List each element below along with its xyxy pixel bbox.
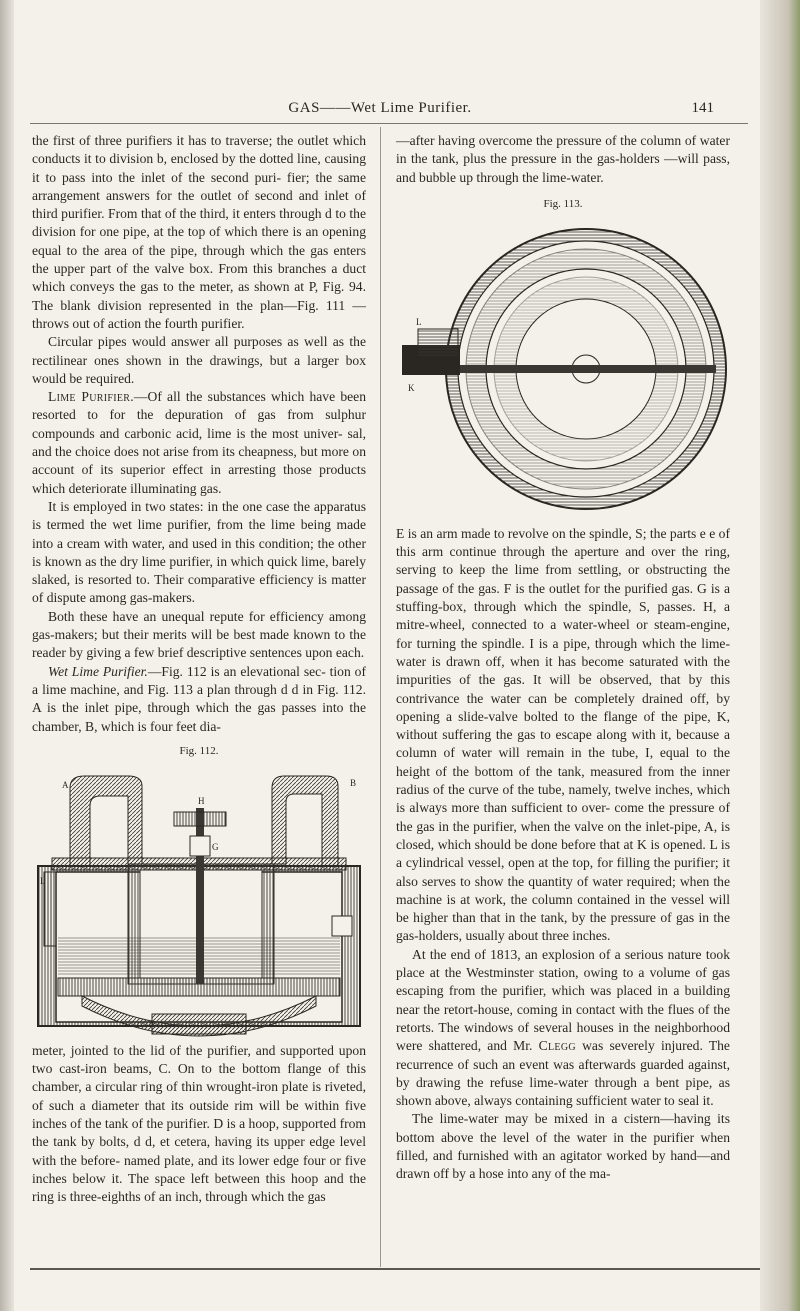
page-gutter-shadow: [0, 0, 14, 1311]
paragraph: E is an arm made to revolve on the spindle, S; the parts e e of this arm continue through the aperture and over the ring, serving to keep the lime from settling, or obstructing the passage of the gas. F is the outlet for the purified gas. G is a stuffing-box, through which the spindle, S, passes. H, a mitre-wheel, connected to a water-wheel or steam-engine, for turning the spindle. I is a pipe, through which the lime-water is drawn off, when it has become saturated with the impurities of the gas. It will be observed, that by this contrivance the water can be completely drained off, by opening a slide-valve bolted to the flange of the pipe, K, without suffering the gas to escape along with it, because a column of water will remain in the tube, I, equal to the height of the bottom of the tank, measured from the inner radius of the curve of the tube, namely, twelve inches, which is always more than sufficient to over- come the pressure of the gas in the purifier, when the valve on the inlet-pipe, A, is closed, which should be done before that at K is opened. L is a cylindrical vessel, open at the top, for filling the purifier; it also serves to show the quantity of water required; when the machine is at work, the column contained in the vessel will be higher than that in the tank, by the pressure of gas in the gas-holders, usually about three inches.: [396, 525, 730, 944]
person-name: Clegg: [538, 1038, 576, 1054]
fig112-label-h: H: [198, 796, 205, 807]
lime-purifier-plan-engraving: [396, 219, 730, 519]
paragraph-text: —Of all the substances which have been resorted to for the depuration of gas from sulphur compounds and carbonic acid, lime is the most univer- sal, and the choice does not arise from its cheapness, but more on account of its superior effect in arresting those products which deteriorate illuminating gas.: [32, 389, 366, 496]
bottom-rule: [30, 1268, 760, 1270]
page-header: [30, 99, 748, 124]
paragraph: It is employed in two states: in the one case the apparatus is termed the wet lime purifier, from the lime being made into a cream with water, and used in this condition; the other is known as the dry lime purifier, in which quick lime, barely slaked, is resorted to. Their comparative efficiency is matter of dispute among gas-makers.: [32, 498, 366, 606]
paragraph: the first of three purifiers it has to traverse; the outlet which conducts it to division b, enclosed by the dotted line, causing it to pass into the inlet of the second puri- fier; the same arrangement answers for the outlet of second and inlet of third purifier. From that of the third, it enters through d to the division for one pipe, at the top of which there is an opening equal to the area of the pipe, through which the gas enters the upper part of the valve box. From this branches a duct which conveys the gas to the meter, as shown at P, Fig. 94. The blank division represented in the plan—Fig. 111 —throws out of action the fourth purifier.: [32, 133, 366, 331]
section-heading: Lime Purifier.: [48, 389, 134, 405]
fig112-label-g: G: [212, 842, 219, 853]
fig113-label-k: K: [408, 383, 415, 394]
figure-caption: Fig. 112.: [179, 744, 219, 757]
paragraph: The lime-water may be mixed in a cistern—having its bottom above the level of the water in the purifier when filled, and furnished with an agitator worked by hand—and drawn off by a hose into any of the ma-: [396, 1111, 730, 1182]
paragraph-text: At the end of 1813, an explosion of a serious nature took place at the Westminster station, owing to a volume of gas escaping from the purifier, which was placed in a building near the retort-house, coming in contact with the flues of the retorts. The windows of several houses in the neighborhood were shattered, and Mr.: [396, 946, 730, 1054]
paragraph-text: —Fig. 112 is an elevational sec- tion of a lime machine, and Fig. 113 a plan through d d in Fig. 112. A is the inlet pipe, through which the gas passes into the chamber, B, which is four feet dia-: [32, 663, 366, 734]
paragraph-text: was severely injured. The recurrence of such an event was afterwards guarded against, by drawing the refuse lime-water through a bent pipe, as shown above, always containing sufficient water to seal it.: [396, 1038, 730, 1109]
left-column: [32, 132, 366, 1206]
paragraph: Circular pipes would answer all purposes as well as the rectilinear ones shown in the drawings, but a larger box would be required.: [32, 334, 366, 386]
figure-112: [32, 742, 366, 1042]
column-divider: [380, 127, 381, 1267]
page-right-edge: [760, 0, 800, 1311]
fig112-label-b: B: [350, 778, 357, 789]
paragraph: Both these have an unequal repute for efficiency among gas-makers; but their merits will be best made known to the reader by giving a few brief descriptive sentences upon each.: [32, 608, 366, 661]
running-head: GAS——Wet Lime Purifier.: [288, 100, 472, 116]
page-number: 141: [691, 100, 714, 116]
paragraph: [32, 663, 366, 736]
paragraph: —after having overcome the pressure of the column of water in the tank, plus the pressure in the gas-holders —will pass, and bubble up through the lime-water.: [396, 133, 730, 185]
fig113-label-l: L: [416, 317, 422, 328]
right-column: [396, 132, 730, 1184]
paragraph: meter, jointed to the lid of the purifier, and supported upon two cast-iron beams, C. On to the bottom flange of this chamber, a circular ring of thin wrought-iron plate is riveted, of such a diameter that its outside rim will be within five inches of the tank of the purifier. D is a hoop, supported from the tank by bolts, d d, et cetera, having its upper edge level with the before- named plate, and its lower edge four or five inches below it. The space left between this hoop and the ring is three-eighths of an inch, through which the gas: [32, 1042, 366, 1205]
fig112-label-a: A: [62, 780, 69, 791]
section-heading: Wet Lime Purifier.: [48, 663, 148, 679]
paragraph: [32, 388, 366, 498]
figure-113: [396, 195, 730, 525]
lime-purifier-section-engraving: [32, 766, 366, 1038]
paragraph: [396, 946, 730, 1111]
figure-caption: Fig. 113.: [543, 197, 583, 210]
fig112-label-l: L: [40, 876, 46, 887]
